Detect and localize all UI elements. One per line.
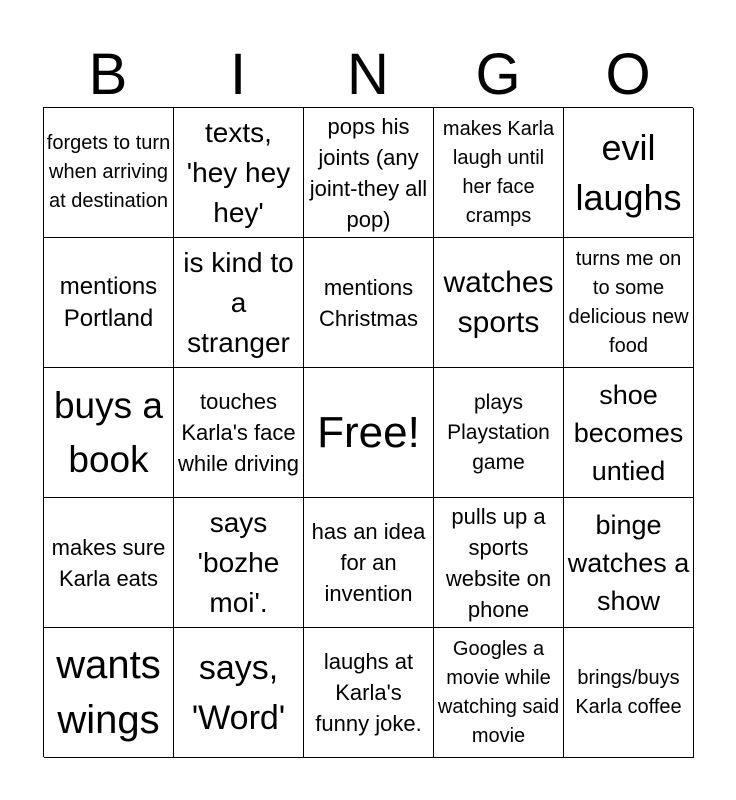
bingo-cell[interactable] (44, 628, 174, 758)
bingo-cell[interactable] (44, 108, 174, 238)
bingo-cell[interactable] (174, 498, 304, 628)
bingo-cell[interactable] (564, 498, 694, 628)
bingo-cell[interactable] (174, 108, 304, 238)
bingo-cell[interactable] (564, 368, 694, 498)
header-letter-i: I (229, 42, 247, 107)
bingo-header (43, 42, 693, 108)
bingo-cell[interactable] (44, 498, 174, 628)
cell-text: buys a book (53, 384, 163, 480)
bingo-cell[interactable] (304, 238, 434, 368)
bingo-cell[interactable] (174, 628, 304, 758)
cell-text: Googles a movie while watching said movie (437, 637, 560, 747)
cell-text: makes sure Karla eats (51, 534, 166, 591)
cell-text: says, 'Word' (191, 648, 286, 737)
header-letter-o: O (605, 42, 651, 107)
cell-text: pulls up a sports website on phone (445, 503, 552, 622)
bingo-cell[interactable] (304, 108, 434, 238)
bingo-cell[interactable] (174, 368, 304, 498)
free-space-text: Free! (317, 407, 420, 457)
cell-text: binge watches a show (567, 509, 690, 616)
bingo-cell[interactable] (564, 108, 694, 238)
cell-text: says 'bozhe moi'. (197, 506, 280, 618)
bingo-cell[interactable] (174, 238, 304, 368)
cell-text: plays Playstation game (447, 390, 550, 474)
header-letter-g: G (475, 42, 521, 107)
cell-text: turns me on to some delicious new food (568, 247, 689, 357)
bingo-cell[interactable] (44, 238, 174, 368)
bingo-cell[interactable] (304, 628, 434, 758)
cell-text: texts, 'hey hey hey' (186, 116, 291, 228)
cell-text: watches sports (443, 265, 554, 339)
header-letter-b: B (88, 42, 128, 107)
bingo-cell[interactable] (434, 368, 564, 498)
cell-text: forgets to turn when arriving at destination (46, 132, 171, 212)
cell-text: has an idea for an invention (311, 519, 426, 606)
cell-text: mentions Christmas (318, 274, 418, 331)
cell-text: mentions Portland (59, 272, 158, 332)
bingo-cell[interactable] (434, 628, 564, 758)
cell-text: shoe becomes untied (573, 379, 684, 486)
cell-text: is kind to a stranger (183, 246, 294, 358)
bingo-cell[interactable] (434, 238, 564, 368)
bingo-cell[interactable] (564, 628, 694, 758)
cell-text: evil laughs (575, 126, 682, 218)
cell-text: touches Karla's face while driving (177, 389, 300, 476)
cell-text: wants wings (56, 642, 161, 742)
bingo-cell[interactable] (434, 108, 564, 238)
cell-text: pops his joints (any joint-they all pop) (309, 113, 428, 232)
cell-text: brings/buys Karla coffee (575, 666, 682, 718)
cell-text: makes Karla laugh until her face cramps (442, 117, 555, 227)
free-space-cell[interactable] (304, 368, 434, 498)
bingo-cell[interactable] (44, 368, 174, 498)
bingo-cell[interactable] (434, 498, 564, 628)
cell-text: laughs at Karla's funny joke. (315, 649, 422, 736)
bingo-grid (43, 107, 693, 757)
bingo-cell[interactable] (304, 498, 434, 628)
bingo-cell[interactable] (564, 238, 694, 368)
header-letter-n: N (347, 42, 389, 107)
